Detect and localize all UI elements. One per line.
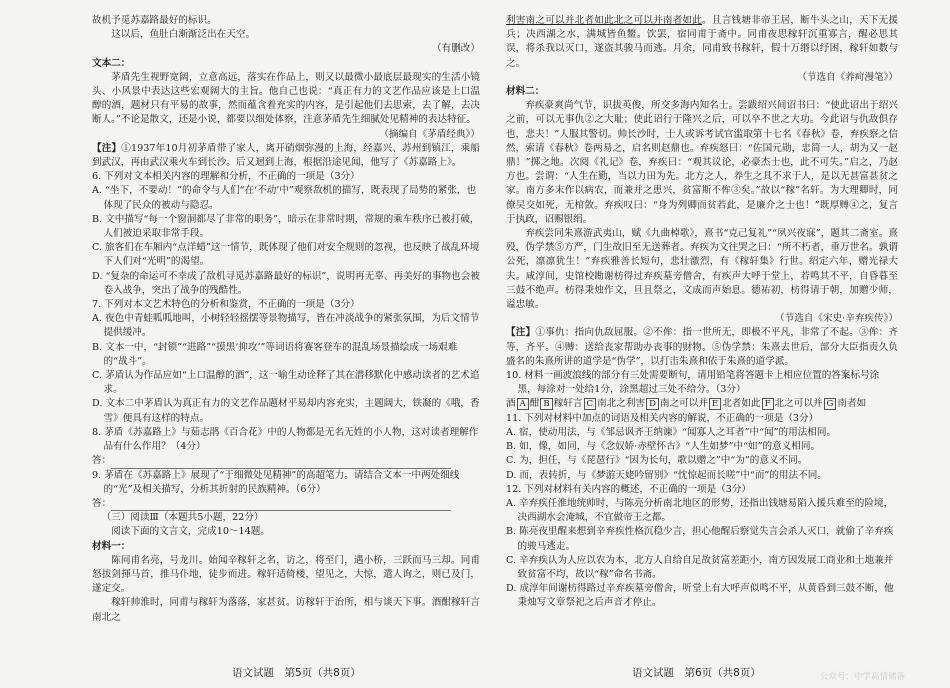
text-segment: 南之可以并 [659, 398, 708, 410]
break-box[interactable]: F [762, 398, 774, 410]
source-note: （节选自《养疴漫笔》） [797, 71, 898, 83]
question-12: 12. 下列对材料有关内容的概述，不正确的一项是（3分） [506, 483, 752, 495]
section-heading: （三）阅读Ⅲ（本题共5小题，22分） [101, 512, 264, 524]
answer-label: 答： [92, 455, 112, 467]
passage-line: 这以后，鱼肚白渐渐泛出在天空。 [111, 29, 256, 41]
note-label: 【注】 [92, 142, 122, 154]
question-9: 9. 茅盾在《苏嘉路上》展现了“于细微处见精神”的高超笔力。请结合文本一中两处细线的“光”及相关描写，分析其折射的民族精神。（6分） [92, 469, 460, 495]
note-text: ①事仇：指向仇敌屈服。②不侔：指一世所无，即极不平凡，非常了不起。③侔：齐等，齐平。④赙：送给丧家帮助办丧事的财物。⑤伪学禁：朱熹去世后，部分大臣指责久负盛名的朱熹所讲的道学是“伪学”，以打击朱熹和依于朱熹的道学派。 [506, 327, 899, 367]
option: C. 辛弃疾认为人应以农为本，北方人自给自足故贫富差距小，南方因发展工商业和土地兼并致贫富不均，故以“稼”命名书斋。 [506, 554, 894, 580]
question-11: 11. 下列对材料中加点的词语及相关内容的解说，不正确的一项是（3分） [506, 412, 819, 424]
break-box[interactable]: A [517, 398, 529, 410]
text-segment: 北之可以并 [774, 398, 823, 410]
option: D. “复杂的命运可不幸成了敌机寻觅苏嘉路最好的标识”，说明再无辜、再美好的事物也会被卷入战争，突出了战争的残酷性。 [92, 270, 480, 296]
material1-cont [506, 14, 898, 71]
option: C. 旅客们在车厢内“点洋蜡”这一情节，既体现了他们对安全规则的忽视，也反映了战乱环境下人们对“光明”的渴望。 [92, 242, 480, 268]
material2-body: 弃疾豪爽尚气节，识拔英俊，所交多海内知名士。尝跋绍兴间诏书曰：“使此诏出于绍兴之前，可以无事仇②之大耻；使此诏行于隆兴之后，可以卒不世之大功。今此诏与仇敌俱存也，悲夫！”人服其警切。帅长沙时，士人或诉考试官滥取第十七名《春秋》卷，弃疾察之信然，索请《春秋》卷两易之，启名则赵鼎也。弃疾怒曰：“佐国元勋，忠简一人，胡为又一赵鼎！”掷之地。次阅《礼记》卷，弃疾曰：“观其议论，必豪杰士也，此不可失。”启之，乃赵方也。尝谓：“人生在勤，当以力田为先。北方之人，养生之具不求于人，是以无甚富甚贫之家。南方多末作以病农，而兼并之患兴，贫富斯不侔③矣。”故以“稼”名轩。为大理卿时，同僚吴交如死，无棺敛。弃疾叹曰：“身为列卿而贫若此，是廉介之士也！”既厚赙④之，复言于执政，诏赐银绢。 [506, 100, 898, 225]
break-box[interactable]: E [709, 398, 721, 410]
answer-line[interactable] [92, 497, 480, 511]
option: C. 为，担任，与《琵琶行》“因为长句，歌以赠之”中“为”的意义不同。 [506, 455, 808, 467]
sentence-break-options [506, 397, 898, 411]
text-segment: 酒 [506, 398, 516, 410]
watermark: 公众号：中学高情储备 [820, 672, 906, 682]
source-note: （摘编自《茅盾经典》） [379, 128, 480, 140]
break-box[interactable]: B [540, 398, 552, 410]
option: A. 夜色中青蛙呱呱地叫，小树轻轻摇摆等景物描写，皆在冲淡战争的紧张氛围，为后文情节提供缓冲。 [92, 313, 480, 339]
option: B. 文中描写“每一个窗洞都尽了非常的职务”，暗示在非常时期，常规的乘车秩序已被打破，人们被迫采取非常手段。 [92, 213, 480, 240]
material2-heading: 材料二： [506, 86, 545, 98]
text2-body: 茅盾先生视野宽阔，立意高远，落实在作品上，则又以最微小最底层最现实的生活小镜头、小风景中表达这些宏观阔大的主旨。他自己也说：“真正有力的文艺作品应该是上口温醇的酒，题材只有平易的故事，然而蕴含着充实的内容，是引起他们去思索，去了解，去决断人。”不论是散文，还是小说，都要以细处体察，注意茅盾先生细腻处见精神的表达特征。 [92, 71, 480, 126]
question-7: 7. 下列对本文艺术特色的分析和鉴赏，不正确的一项是（3分） [92, 299, 360, 311]
break-box[interactable]: G [824, 398, 837, 410]
question-10: 10. 材料一画波浪线的部分有三处需要断句，请用铅笔将答题卡上相应位置的答案标号涂黑，每涂对一处给1分，涂黑超过三处不给分。（3分） [506, 370, 880, 396]
answer-label: 答： [92, 497, 112, 509]
option: B. 陈亮夜里醒来想到辛弃疾性格沉稳少言，担心他醒后察觉失言会杀人灭口，就偷了辛弃疾的骏马逃走。 [506, 526, 894, 552]
wavy-underlined-text: 利害南之可以并北者如此北之可以并南者如此 [506, 15, 703, 26]
option: A. 宿，使动用法，与《邹忌讽齐王纳谏》“闻寡人之耳者”中“闻”的用法相同。 [506, 426, 837, 438]
source-note: （节选自《宋史·辛弃疾传》） [775, 313, 898, 325]
annotation [506, 326, 898, 369]
text-segment: 南者如 [837, 398, 867, 410]
break-box[interactable]: D [646, 398, 659, 410]
section-instruction: 阅读下面的文言文，完成10～14题。 [111, 526, 270, 538]
text-segment: 稼轩言 [553, 398, 583, 410]
note-label: 【注】 [506, 327, 536, 339]
material1-text: 。且言钱塘非帝王居，断牛头之山，天下无援兵；决西湖之水，满城皆鱼鳖。饮罢，宿同甫于斋中。同甫夜思稼轩沉重寡言，醒必思其误，将杀我以灭口，遂盗其骏马而逃。月余，同甫致书稼轩，假十万缗以纾困，稼轩如数与之。 [506, 15, 898, 69]
annotation [92, 142, 480, 170]
option: A. “坐下，不要动！”的命令与人们“在‘不动’中”观察敌机的描写，既表现了局势的紧张，也体现了民众的被动与隐忍。 [92, 185, 477, 211]
answer-line[interactable] [92, 454, 480, 468]
break-box[interactable]: C [584, 398, 597, 410]
text2-heading: 文本二： [92, 57, 131, 69]
page-5 [92, 14, 480, 625]
option: C. 茅盾认为作品应如“上口温醇的酒”，这一喻生动诠释了其在潜移默化中感动读者的艺术追求。 [92, 370, 480, 396]
note-text: ①1937年10月初茅盾带了家人，离开硝烟弥漫的上海，经嘉兴、苏州到镇江，乘船到武汉，再由武汉乘火车到长沙。后又迴到上海，根据沿途见闻，他写了《苏嘉路上》。 [92, 142, 481, 169]
option: B. 如，像，如同，与《念奴娇·赤壁怀古》“人生如梦”中“如”的意义相同。 [506, 441, 821, 453]
option: B. 文本一中，“封锁”“进路”“摸黑‘抑攻’”等词语将赛客登车的混乱场景描绘成一场艰难的“战斗”。 [92, 341, 458, 367]
passage-line: 故机予觅苏嘉路最好的标识。 [92, 15, 217, 26]
answer-underline [111, 457, 451, 469]
text-segment: 酣 [529, 398, 540, 410]
question-8: 8. 茅盾《苏嘉路上》与茹志鹃《百合花》中的人物都是无名无姓的小人物，这对读者理解作品有什么作用？（4分） [92, 426, 479, 453]
page-6 [506, 14, 898, 611]
text-segment: 北者如此 [722, 398, 761, 410]
option: D. 成淳年间谢枋得路过辛弃疾墓旁僧舍，听堂上有大呼声似鸣不平，从黄昏到三鼓不断，他秉烛写文章祭祀之后声音才停止。 [506, 583, 894, 609]
material1-heading: 材料一： [92, 540, 131, 552]
material2-body-cont: 弃疾尝同朱熹游武夷山，赋《九曲棹歌》，熹书“克己复礼”“夙兴夜寐”，题其二斋室。熹殁，伪学禁⑤方严，门生故旧至无送葬者。弃疾为文往哭之曰：“所不朽者，垂万世名。孰谓公死，凛凛犹生！”弃疾雅善长短句，悲壮激烈，有《稼轩集》行世。绍定六年，赠光禄大夫。咸淳间，史馆校勘谢枋得过弃疾墓旁僧舍，有疾声大呼于堂上，若鸣其不平，自昏暮至三鼓不绝声。枋得秉烛作文，旦且祭之，文成而声始息。德祐初，枋得请于朝，加赠少师，谥忠敏。 [506, 228, 898, 311]
page-footer-right: 语文试题 第6页（共8页） [632, 667, 761, 679]
answer-underline [111, 499, 451, 511]
option: D. 而，表转折，与《梦游天姥吟留别》“忱惊起而长嗟”中“而”的用法不同。 [506, 469, 827, 481]
option: D. 文本二中茅盾认为真正有力的文艺作品题材平易却内容充实，主题阔大，铁凝的《哦，香雪》便具有这样的特点。 [92, 398, 480, 424]
source-note: （有删改） [432, 43, 480, 55]
material1-body: 陈同甫名亮，号龙川。始闻辛稼轩之名，访之，将至门，遇小桥，三跃而马三却。同甫怒拔剑揮马首，推马仆地，徒步而进。稼轩适倚楼，望见之，大惊，遣人询之，则已及门，遂定交。 [92, 554, 480, 595]
text-segment: 南北之利害 [597, 398, 646, 410]
question-6: 6. 下列对文本相关内容的理解和分析，不正确的一项是（3分） [92, 171, 360, 183]
material1-body-cont: 稼轩帅淮时，同甫与稼轩为落落，家甚贫。访稼轩于治所，相与谈天下事。酒酣稼轩言南北之 [92, 597, 480, 623]
option: A. 辛弃疾任淮地统帅时，与陈亮分析南北地区的形势，还指出钱塘易陷入援兵难至的险境，决西湖水会淹城，不宜做帝王之都。 [506, 497, 894, 524]
page-footer-left: 语文试题 第5页（共8页） [232, 667, 361, 679]
